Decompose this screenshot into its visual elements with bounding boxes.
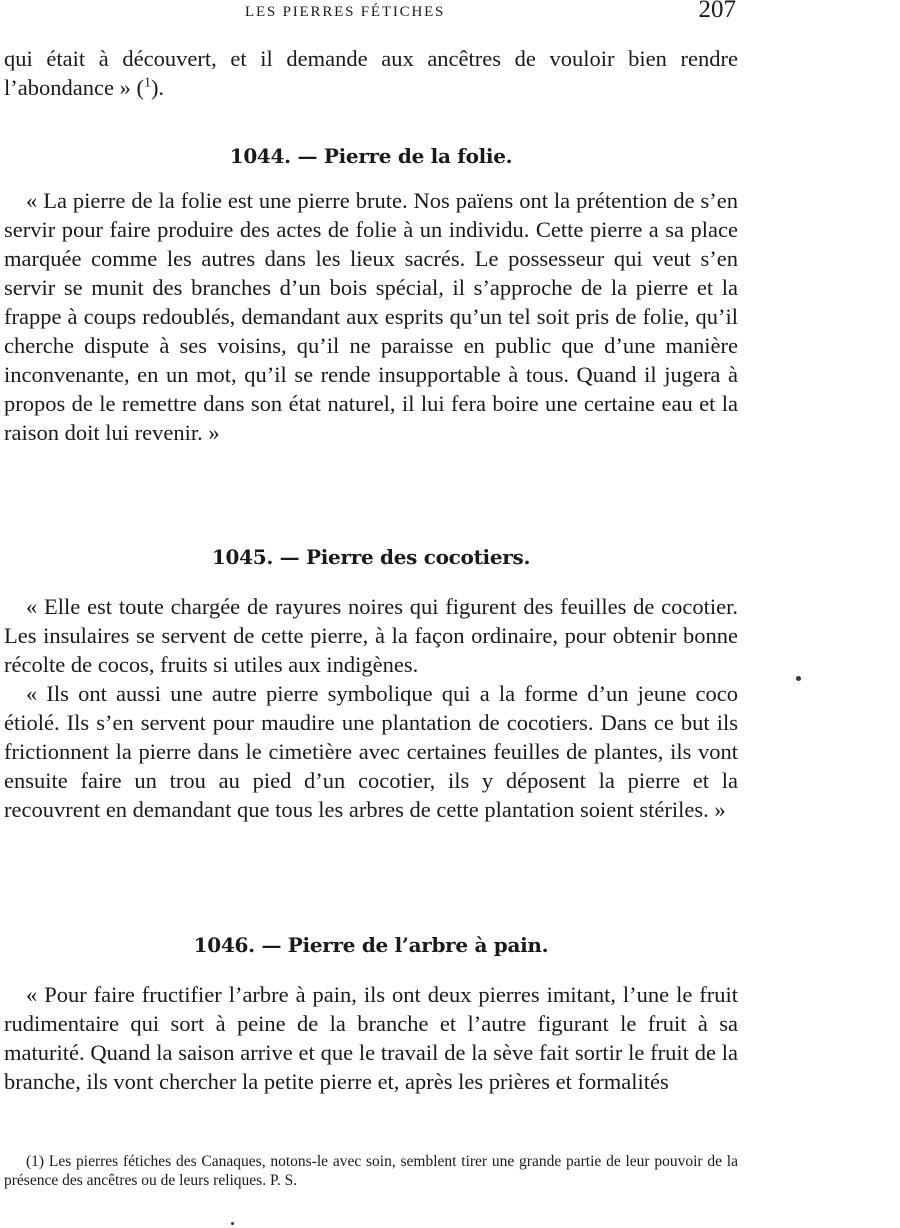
paragraph: « Elle est toute chargée de rayures noires qui figurent des feuilles de cocotier. Les insulaires se servent de cette pierre, à la façon ordinaire, pour obtenir bonne récolte de cocos, fruits si utiles aux indigènes. xyxy=(4,594,738,677)
section-body-1044 xyxy=(4,186,738,447)
paragraph: « Ils ont aussi une autre pierre symbolique qui a la forme d’un jeune coco étiolé. Ils s’en servent pour maudire une plantation de cocotiers. Dans ce but ils frictionnent la pierre dans le cimetière avec certaines feuilles de plantes, ils vont ensuite faire un trou au pied d’un cocotier, ils y déposent la pierre et la recouvrent en demandant que tous les arbres de cette plantation soient stériles. » xyxy=(4,681,738,822)
footnote xyxy=(4,1152,738,1190)
section-body-1045 xyxy=(4,592,738,824)
section-body-1046 xyxy=(4,980,738,1096)
running-title: LES PIERRES FÉTICHES xyxy=(245,4,446,20)
footnote-reference[interactable]: 1 xyxy=(143,75,151,91)
intro-paragraph xyxy=(4,44,738,102)
section-heading-1045: 1045. — Pierre des cocotiers. xyxy=(211,545,531,569)
intro-text: qui était à découvert, et il demande aux ancêtres de vouloir bien rendre l’abondance » ( xyxy=(4,46,738,100)
intro-text-end: ). xyxy=(150,75,165,100)
footnote-text: (1) Les pierres fétiches des Canaques, notons-le avec soin, semblent tirer une grande partie de leur pouvoir de la présence des ancêtres ou de leurs reliques. P. S. xyxy=(4,1153,738,1189)
ink-speck xyxy=(231,1222,234,1225)
section-heading-1046: 1046. — Pierre de l’arbre à pain. xyxy=(193,933,549,957)
section-heading-1044: 1044. — Pierre de la folie. xyxy=(229,144,513,168)
paragraph: « Pour faire fructifier l’arbre à pain, ils ont deux pierres imitant, l’une le fruit rudimentaire qui sort à peine de la branche et l’autre figurant le fruit à sa maturité. Quand la saison arrive et que le travail de la sève fait sortir le fruit de la branche, ils vont chercher la petite pierre et, après les prières et formalités xyxy=(4,982,738,1094)
running-head xyxy=(0,0,740,28)
paragraph: « La pierre de la folie est une pierre brute. Nos païens ont la prétention de s’en servir pour faire produire des actes de folie à un individu. Cette pierre a sa place marquée comme les autres dans les lieux sacrés. Le possesseur qui veut s’en servir se munit des branches d’un bois spécial, il s’approche de la pierre et la frappe à coups redoublés, demandant aux esprits qu’un tel soit pris de folie, qu’il cherche dispute à ses voisins, qu’il ne paraisse en public que d’une manière inconvenante, en un mot, qu’il se rende insupportable à tous. Quand il jugera à propos de le remettre dans son état naturel, il lui fera boire une certaine eau et la raison doit lui revenir. » xyxy=(4,188,738,445)
page-number: 207 xyxy=(698,0,736,23)
ink-speck xyxy=(796,676,801,681)
